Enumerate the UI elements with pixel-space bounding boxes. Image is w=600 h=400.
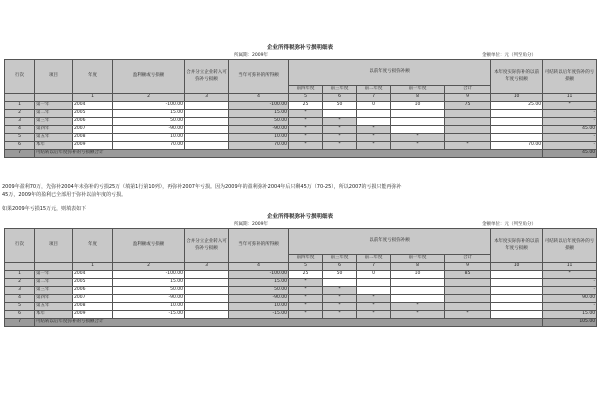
cell-prior5: * — [289, 125, 323, 133]
cell-profit: 10.00 — [113, 133, 185, 141]
table-row — [5, 117, 597, 125]
col-index: 6 — [323, 263, 357, 271]
cell-merged — [185, 278, 229, 286]
cell-prior1 — [391, 109, 445, 117]
cell-line: 2 — [5, 109, 35, 117]
cell-carry: - — [543, 133, 597, 141]
cell-prior3: 0 — [357, 270, 391, 278]
cell-prior4: * — [323, 310, 357, 318]
cell-prior1 — [391, 125, 445, 133]
cell-line: 3 — [5, 286, 35, 294]
scenario-note: 如果2009年亏损15万元，则填表如下 — [2, 206, 87, 212]
col-index: 1 — [73, 94, 113, 102]
cell-carry: - — [543, 278, 597, 286]
cell-subtotal — [445, 117, 491, 125]
cell-profit: -90.00 — [113, 294, 185, 302]
col-index: 9 — [445, 263, 491, 271]
cell-merged — [185, 125, 229, 133]
footer-value: 45.00 — [543, 149, 597, 157]
table-row — [5, 270, 597, 278]
cell-subtotal: 75 — [445, 101, 491, 109]
cell-profit: -90.00 — [113, 125, 185, 133]
cell-prior1: * — [391, 133, 445, 141]
cell-prior4: * — [323, 117, 357, 125]
cell-merged — [185, 270, 229, 278]
cell-carry: - — [543, 302, 597, 310]
cell-this-year — [491, 278, 543, 286]
cell-subtotal: 85 — [445, 270, 491, 278]
cell-profit: 50.00 — [113, 286, 185, 294]
cell-prior4: * — [323, 125, 357, 133]
header-prior-group: 以前年度亏损弥补额 — [289, 229, 491, 255]
cell-line: 5 — [5, 302, 35, 310]
cell-this-year — [491, 125, 543, 133]
period-label: 所属期：2009年 — [234, 222, 268, 227]
cell-year: 2008 — [73, 133, 113, 141]
cell-profit: -100.00 — [113, 270, 185, 278]
col-index: 8 — [391, 263, 445, 271]
cell-year: 2005 — [73, 109, 113, 117]
cell-prior5: * — [289, 310, 323, 318]
cell-item: 第一年 — [35, 101, 73, 109]
header-prior4: 前三年度 — [323, 86, 357, 94]
col-index: 11 — [543, 263, 597, 271]
cell-prior3: * — [357, 294, 391, 302]
cell-current: -90.00 — [229, 294, 289, 302]
cell-year: 2007 — [73, 294, 113, 302]
footer-label: 可结转以后年度弥补的亏损额合计 — [35, 318, 543, 326]
table-row — [5, 286, 597, 294]
unit-label: 金额单位：元（列至角分） — [482, 53, 536, 58]
table-footer-row — [5, 149, 597, 157]
cell-subtotal: * — [445, 310, 491, 318]
cell-merged — [185, 141, 229, 149]
cell-this-year: 25.00 — [491, 101, 543, 109]
cell-prior1 — [391, 117, 445, 125]
sheet-meta — [4, 52, 596, 59]
cell-item: 第五年 — [35, 302, 73, 310]
cell-profit: 15.00 — [113, 109, 185, 117]
cell-carry: 45.00 — [543, 125, 597, 133]
header-merged: 合并分立企业转入可弥补亏损额 — [185, 229, 229, 263]
sheet-meta — [4, 221, 596, 228]
cell-line: 4 — [5, 125, 35, 133]
cell-this-year — [491, 133, 543, 141]
cell-prior3 — [357, 109, 391, 117]
cell-prior1: * — [391, 310, 445, 318]
cell-merged — [185, 294, 229, 302]
col-index: 6 — [323, 94, 357, 102]
cell-current: 50.00 — [229, 117, 289, 125]
col-index: 2 — [113, 94, 185, 102]
footer-value: 105.00 — [543, 318, 597, 326]
header-year: 年度 — [73, 229, 113, 263]
header-prior5: 前四年度 — [289, 255, 323, 263]
col-index: 5 — [289, 263, 323, 271]
cell-merged — [185, 302, 229, 310]
cell-line: 3 — [5, 117, 35, 125]
cell-prior4 — [323, 109, 357, 117]
cell-prior5: * — [289, 278, 323, 286]
table-row — [5, 278, 597, 286]
header-prior3: 前二年度 — [357, 86, 391, 94]
cell-current: -100.00 — [229, 101, 289, 109]
header-prior5: 前四年度 — [289, 86, 323, 94]
cell-year: 2006 — [73, 117, 113, 125]
cell-prior4: * — [323, 141, 357, 149]
cell-prior5: * — [289, 294, 323, 302]
cell-subtotal — [445, 133, 491, 141]
cell-subtotal — [445, 278, 491, 286]
col-index: 9 — [445, 94, 491, 102]
cell-item: 第三年 — [35, 286, 73, 294]
header-current: 当年可弥补的所得额 — [229, 229, 289, 263]
header-prior-group: 以前年度亏损弥补额 — [289, 60, 491, 86]
table-row — [5, 109, 597, 117]
cell-prior3 — [357, 286, 391, 294]
header-carry: 可结转以后年度弥补的亏损额 — [543, 60, 597, 94]
cell-current: 50.00 — [229, 286, 289, 294]
cell-prior4: * — [323, 294, 357, 302]
cell-profit: 10.00 — [113, 302, 185, 310]
cell-profit: 70.00 — [113, 141, 185, 149]
loss-offset-sheet-1 — [4, 44, 596, 158]
table-row — [5, 310, 597, 318]
cell-this-year — [491, 310, 543, 318]
cell-merged — [185, 133, 229, 141]
cell-prior4: 50 — [323, 270, 357, 278]
cell-this-year — [491, 286, 543, 294]
cell-prior1: 10 — [391, 270, 445, 278]
cell-item: 第一年 — [35, 270, 73, 278]
table-row — [5, 302, 597, 310]
cell-item: 第三年 — [35, 117, 73, 125]
cell-prior3 — [357, 117, 391, 125]
footer-label: 可结转以后年度弥补的亏损额合计 — [35, 149, 543, 157]
col-index: 4 — [229, 263, 289, 271]
cell-carry: - — [543, 286, 597, 294]
cell-prior3 — [357, 278, 391, 286]
cell-profit: -100.00 — [113, 101, 185, 109]
cell-prior1 — [391, 294, 445, 302]
cell-carry: - — [543, 117, 597, 125]
col-index: 1 — [73, 263, 113, 271]
cell-prior5: 25 — [289, 101, 323, 109]
header-profit: 盈利额或亏损额 — [113, 229, 185, 263]
cell-year: 2004 — [73, 101, 113, 109]
cell-prior5: * — [289, 302, 323, 310]
cell-merged — [185, 117, 229, 125]
cell-year: 2008 — [73, 302, 113, 310]
period-label: 所属期：2009年 — [234, 53, 268, 58]
cell-merged — [185, 310, 229, 318]
cell-line: 6 — [5, 310, 35, 318]
sheet-title: 企业所得税弥补亏损明细表 — [266, 45, 333, 51]
cell-prior1: * — [391, 141, 445, 149]
cell-profit: -15.00 — [113, 310, 185, 318]
header-this-year: 本年度实际弥补的以前年度亏损额 — [491, 60, 543, 94]
cell-prior4: * — [323, 302, 357, 310]
header-prior1: 前一年度 — [391, 255, 445, 263]
cell-merged — [185, 286, 229, 294]
cell-prior3: * — [357, 133, 391, 141]
cell-merged — [185, 109, 229, 117]
header-subtotal: 合计 — [445, 255, 491, 263]
loss-offset-sheet-2 — [4, 213, 596, 327]
col-index: 8 — [391, 94, 445, 102]
cell-prior4: * — [323, 286, 357, 294]
unit-label: 金额单位：元（列至角分） — [482, 222, 536, 227]
cell-subtotal — [445, 125, 491, 133]
cell-subtotal: * — [445, 141, 491, 149]
cell-prior5: * — [289, 141, 323, 149]
col-index: 10 — [491, 94, 543, 102]
cell-prior5: * — [289, 286, 323, 294]
header-profit: 盈利额或亏损额 — [113, 60, 185, 94]
cell-carry: - — [543, 109, 597, 117]
cell-prior1: * — [391, 302, 445, 310]
cell-carry: 90.00 — [543, 294, 597, 302]
col-index: 4 — [229, 94, 289, 102]
cell-item: 第二年 — [35, 109, 73, 117]
cell-item: 第四年 — [35, 125, 73, 133]
table-row — [5, 141, 597, 149]
cell-current: 10.00 — [229, 302, 289, 310]
header-line-no: 行次 — [5, 60, 35, 94]
header-prior1: 前一年度 — [391, 86, 445, 94]
cell-item: 第二年 — [35, 278, 73, 286]
col-index: 3 — [185, 263, 229, 271]
cell-current: -90.00 — [229, 125, 289, 133]
cell-prior3: * — [357, 141, 391, 149]
cell-this-year — [491, 117, 543, 125]
header-carry: 可结转以后年度弥补的亏损额 — [543, 229, 597, 263]
cell-prior3: * — [357, 302, 391, 310]
header-merged: 合并分立企业转入可弥补亏损额 — [185, 60, 229, 94]
cell-year: 2009 — [73, 310, 113, 318]
cell-year: 2006 — [73, 286, 113, 294]
table-row — [5, 101, 597, 109]
cell-item: 本年 — [35, 310, 73, 318]
cell-current: 70.00 — [229, 141, 289, 149]
header-current: 当年可弥补的所得额 — [229, 60, 289, 94]
cell-prior5: * — [289, 133, 323, 141]
cell-line: 4 — [5, 294, 35, 302]
loss-table — [4, 59, 597, 158]
col-index: 2 — [113, 263, 185, 271]
cell-prior5: 25 — [289, 270, 323, 278]
header-prior3: 前二年度 — [357, 255, 391, 263]
sheet-title: 企业所得税弥补亏损明细表 — [266, 214, 333, 220]
cell-line: 2 — [5, 278, 35, 286]
header-this-year: 本年度实际弥补的以前年度亏损额 — [491, 229, 543, 263]
cell-prior1 — [391, 278, 445, 286]
header-item: 项目 — [35, 229, 73, 263]
cell-prior4: 50 — [323, 101, 357, 109]
cell-year: 2004 — [73, 270, 113, 278]
cell-current: 15.00 — [229, 109, 289, 117]
cell-subtotal — [445, 294, 491, 302]
cell-prior3: 0 — [357, 101, 391, 109]
col-index: 5 — [289, 94, 323, 102]
cell-year: 2005 — [73, 278, 113, 286]
cell-carry: - — [543, 141, 597, 149]
cell-subtotal — [445, 286, 491, 294]
table-row — [5, 125, 597, 133]
cell-this-year — [491, 270, 543, 278]
table-row — [5, 133, 597, 141]
header-line-no: 行次 — [5, 229, 35, 263]
cell-this-year — [491, 109, 543, 117]
cell-line: 1 — [5, 101, 35, 109]
col-index: 7 — [357, 94, 391, 102]
cell-prior1: 10 — [391, 101, 445, 109]
cell-merged — [185, 101, 229, 109]
cell-subtotal — [445, 109, 491, 117]
cell-prior5: * — [289, 117, 323, 125]
note-line-2: 45万，2009年的盈利已全部用于弥补以前年度的亏损。 — [2, 192, 127, 198]
cell-year: 2009 — [73, 141, 113, 149]
cell-item: 第五年 — [35, 133, 73, 141]
cell-this-year — [491, 294, 543, 302]
cell-line: 6 — [5, 141, 35, 149]
loss-table — [4, 228, 597, 327]
cell-subtotal — [445, 302, 491, 310]
cell-prior4: * — [323, 133, 357, 141]
cell-current: -100.00 — [229, 270, 289, 278]
cell-line: 5 — [5, 133, 35, 141]
cell-this-year — [491, 302, 543, 310]
cell-carry: * — [543, 101, 597, 109]
cell-prior5: * — [289, 109, 323, 117]
cell-item: 第四年 — [35, 294, 73, 302]
cell-year: 2007 — [73, 125, 113, 133]
cell-carry: * — [543, 270, 597, 278]
cell-profit: 50.00 — [113, 117, 185, 125]
cell-current: 10.00 — [229, 133, 289, 141]
cell-prior3: * — [357, 310, 391, 318]
header-year: 年度 — [73, 60, 113, 94]
col-index: 7 — [357, 263, 391, 271]
cell-prior3: * — [357, 125, 391, 133]
cell-this-year: 70.00 — [491, 141, 543, 149]
cell-current: -15.00 — [229, 310, 289, 318]
footer-line: 7 — [5, 318, 35, 326]
cell-carry: 15.00 — [543, 310, 597, 318]
header-subtotal: 合计 — [445, 86, 491, 94]
cell-current: 15.00 — [229, 278, 289, 286]
table-footer-row — [5, 318, 597, 326]
col-index: 3 — [185, 94, 229, 102]
table-row — [5, 294, 597, 302]
header-item: 项目 — [35, 60, 73, 94]
col-index: 11 — [543, 94, 597, 102]
col-index: 10 — [491, 263, 543, 271]
footer-line: 7 — [5, 149, 35, 157]
cell-prior1 — [391, 286, 445, 294]
note-line-1: 2009年盈利70万，先弥补2004年未弥补的亏损25万（填第1行第10列），再弥补2007年亏损。因为2009年的盈利弥补2004年后只剩45万（70-25），所以2007的亏损只能再弥补 — [2, 184, 402, 190]
explanation-note — [2, 183, 598, 199]
cell-line: 1 — [5, 270, 35, 278]
header-prior4: 前三年度 — [323, 255, 357, 263]
cell-item: 本年 — [35, 141, 73, 149]
cell-prior4 — [323, 278, 357, 286]
cell-profit: 15.00 — [113, 278, 185, 286]
